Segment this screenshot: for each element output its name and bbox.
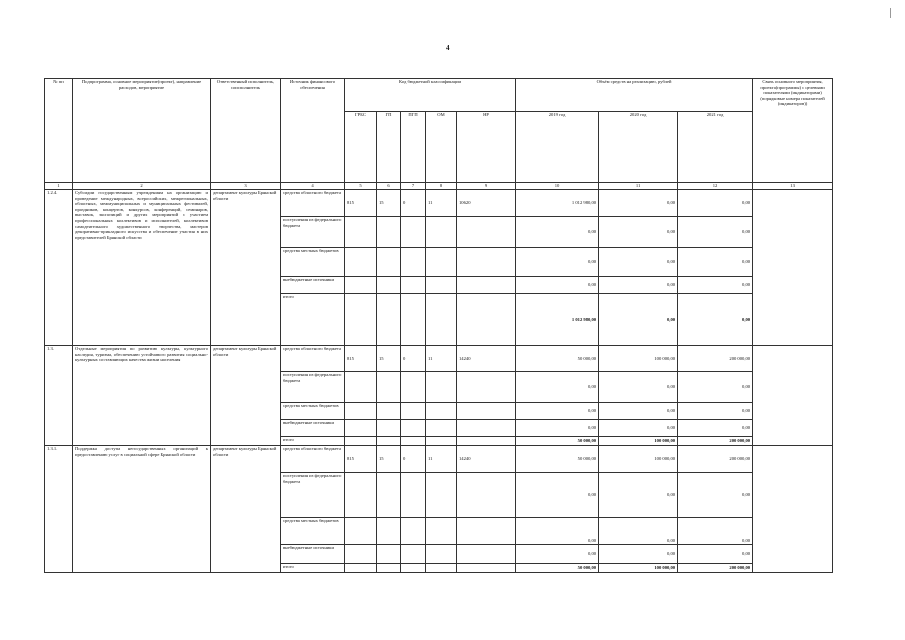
row-2019: 0,00 [516,248,599,277]
section-executor: департамент культуры Брянской области [211,446,281,573]
row-source: средства областного бюджета [281,190,345,217]
row-pgp [401,473,426,518]
row-2020: 0,00 [599,518,678,545]
row-grbs: 815 [345,346,377,372]
row-pgp: 0 [401,446,426,473]
row-2021: 0,00 [678,277,753,294]
section-1-2-4 [45,190,833,346]
column-numbers-row [45,183,833,190]
row-gp [377,564,401,573]
row-pgp [401,518,426,545]
column-number: 12 [678,183,753,190]
row-2020: 100 000,00 [599,437,678,446]
header-code-nr: НР [457,112,516,183]
row-source: поступления из федерального бюджета [281,372,345,403]
row-2021: 0,00 [678,248,753,277]
row-2019: 50 000,00 [516,346,599,372]
row-2019: 0,00 [516,518,599,545]
row-nr [457,277,516,294]
section-name: Субсидии государственным учреждениям на организацию и проведение международных, всероссийских, межрегиональных, областных, межмуниципальных и муниципальных фестивалей, праздников, концертов, конкурсов, конференций, семинаров, выставок, экспозиций и других мероприятий с участием профессиональных коллективов и исполнителей, коллективов самодеятельного художественного творчества, мастеров декоративно-прикладного искусства и обеспечение участия в них представителей Брянской области [73,190,211,346]
row-gp [377,248,401,277]
row-2019: 0,00 [516,277,599,294]
row-grbs [345,403,377,420]
row-nr [457,420,516,437]
table-header [45,79,833,190]
row-2021: 0,00 [678,294,753,346]
row-om: 11 [426,190,457,217]
table-row [45,190,833,217]
header-code-om: ОМ [426,112,457,183]
row-pgp [401,217,426,248]
row-grbs [345,420,377,437]
row-pgp [401,248,426,277]
row-grbs [345,294,377,346]
row-2020: 0,00 [599,420,678,437]
row-source: итого [281,294,345,346]
row-2020: 0,00 [599,294,678,346]
row-om [426,248,457,277]
row-pgp [401,277,426,294]
row-2019: 50 000,00 [516,446,599,473]
row-pgp [401,294,426,346]
row-source: итого [281,437,345,446]
row-link [753,446,833,573]
row-pgp [401,420,426,437]
section-executor: департамент культуры Брянской области [211,346,281,446]
row-2021: 0,00 [678,217,753,248]
row-nr [457,372,516,403]
header-year-2020: 2020 год [599,112,678,183]
row-om [426,545,457,564]
column-number: 1 [45,183,73,190]
column-number: 9 [457,183,516,190]
row-2021: 200 000,00 [678,564,753,573]
row-source: внебюджетные источники [281,420,345,437]
row-2021: 200 000,00 [678,346,753,372]
row-om [426,372,457,403]
row-source: средства местных бюджетов [281,403,345,420]
row-link [753,346,833,446]
row-nr [457,473,516,518]
section-executor: департамент культуры Брянской области [211,190,281,346]
row-2021: 200 000,00 [678,446,753,473]
row-om [426,420,457,437]
column-number: 3 [211,183,281,190]
row-2020: 100 000,00 [599,446,678,473]
row-nr [457,403,516,420]
row-om: 11 [426,346,457,372]
column-number: 6 [377,183,401,190]
row-source: итого [281,564,345,573]
row-source: внебюджетные источники [281,277,345,294]
row-pgp [401,372,426,403]
row-gp [377,473,401,518]
column-number: 7 [401,183,426,190]
row-source: средства местных бюджетов [281,248,345,277]
column-number: 13 [753,183,833,190]
row-gp [377,518,401,545]
row-2019: 1 012 980,00 [516,294,599,346]
row-nr: 14240 [457,446,516,473]
row-om [426,403,457,420]
header-link: Связь основного мероприятия, проекта(программы) с целевыми показателями (индикаторами) (порядковые номера показателей (индикаторов)) [753,79,833,183]
header-budget-code: Код бюджетной классификации [345,79,516,112]
row-source: средства областного бюджета [281,446,345,473]
header-year-2019: 2019 год [516,112,599,183]
row-2019: 0,00 [516,545,599,564]
row-grbs [345,473,377,518]
budget-table [44,78,833,573]
row-om [426,437,457,446]
row-om [426,518,457,545]
row-gp [377,294,401,346]
row-source: средства областного бюджета [281,346,345,372]
row-2021: 0,00 [678,545,753,564]
row-gp: 15 [377,446,401,473]
row-source: внебюджетные источники [281,545,345,564]
row-2021: 0,00 [678,473,753,518]
header-code-pgp: ПГП [401,112,426,183]
row-nr [457,545,516,564]
row-2019: 0,00 [516,420,599,437]
header-volume: Объём средств на реализацию, рублей [516,79,753,112]
row-nr [457,248,516,277]
row-pgp: 0 [401,190,426,217]
row-nr [457,437,516,446]
row-gp: 15 [377,190,401,217]
row-link [753,190,833,346]
row-source: средства местных бюджетов [281,518,345,545]
row-om [426,294,457,346]
scan-edge-mark [890,8,891,18]
column-number: 5 [345,183,377,190]
column-number: 4 [281,183,345,190]
table-row [45,346,833,372]
row-2020: 0,00 [599,372,678,403]
header-no: № пп [45,79,73,183]
row-grbs [345,518,377,545]
row-nr [457,564,516,573]
header-code-gp: ГП [377,112,401,183]
row-2019: 0,00 [516,372,599,403]
row-gp [377,217,401,248]
row-grbs [345,437,377,446]
row-om [426,277,457,294]
row-2020: 0,00 [599,190,678,217]
row-nr [457,518,516,545]
row-2019: 1 012 980,00 [516,190,599,217]
row-2019: 0,00 [516,403,599,420]
section-1-3 [45,346,833,446]
row-source: поступления из федерального бюджета [281,217,345,248]
row-2021: 0,00 [678,403,753,420]
row-nr [457,294,516,346]
row-gp [377,437,401,446]
row-2020: 100 000,00 [599,346,678,372]
section-number: 1.3.1. [45,446,73,573]
row-om: 11 [426,446,457,473]
row-nr: 14240 [457,346,516,372]
row-gp [377,277,401,294]
column-number: 10 [516,183,599,190]
header-code-grbs: ГРБС [345,112,377,183]
row-2020: 0,00 [599,248,678,277]
row-pgp [401,437,426,446]
row-2019: 50 000,00 [516,437,599,446]
row-2019: 50 000,00 [516,564,599,573]
row-grbs [345,248,377,277]
row-grbs [345,217,377,248]
header-executor: Ответственный исполнитель, соисполнитель [211,79,281,183]
row-gp [377,420,401,437]
row-source: поступления из федерального бюджета [281,473,345,518]
row-2019: 0,00 [516,217,599,248]
header-year-2021: 2021 год [678,112,753,183]
row-2020: 0,00 [599,277,678,294]
row-grbs: 815 [345,446,377,473]
column-number: 11 [599,183,678,190]
row-gp [377,403,401,420]
row-grbs [345,372,377,403]
section-number: 1.3. [45,346,73,446]
row-2020: 0,00 [599,217,678,248]
row-nr [457,217,516,248]
row-grbs [345,277,377,294]
section-number: 1.2.4. [45,190,73,346]
header-source: Источник финансового обеспечения [281,79,345,183]
row-2020: 0,00 [599,403,678,420]
row-2021: 0,00 [678,372,753,403]
row-om [426,473,457,518]
row-pgp [401,403,426,420]
row-om [426,564,457,573]
row-gp [377,545,401,564]
row-2019: 0,00 [516,473,599,518]
row-pgp [401,545,426,564]
row-2020: 0,00 [599,545,678,564]
row-grbs [345,545,377,564]
row-pgp: 0 [401,346,426,372]
row-2021: 200 000,00 [678,437,753,446]
page-number: 4 [446,44,450,52]
row-2021: 0,00 [678,190,753,217]
section-name: Поддержка доступа негосударственных организаций к предоставлению услуг в социальной сфере Брянской области [73,446,211,573]
row-2020: 100 000,00 [599,564,678,573]
section-name: Отдельные мероприятия по развитию культуры, культурного наследия, туризма, обеспечению устойчивого развития социально-культурных составляющих качества жизни населения [73,346,211,446]
row-2021: 0,00 [678,420,753,437]
row-gp [377,372,401,403]
section-1-3-1 [45,446,833,573]
row-gp: 15 [377,346,401,372]
column-number: 2 [73,183,211,190]
table-row [45,446,833,473]
row-grbs [345,564,377,573]
row-pgp [401,564,426,573]
header-program: Подпрограмма, основное мероприятие(проект), направление расходов, мероприятие [73,79,211,183]
row-om [426,217,457,248]
row-nr: 10620 [457,190,516,217]
row-2021: 0,00 [678,518,753,545]
column-number: 8 [426,183,457,190]
row-grbs: 815 [345,190,377,217]
row-2020: 0,00 [599,473,678,518]
